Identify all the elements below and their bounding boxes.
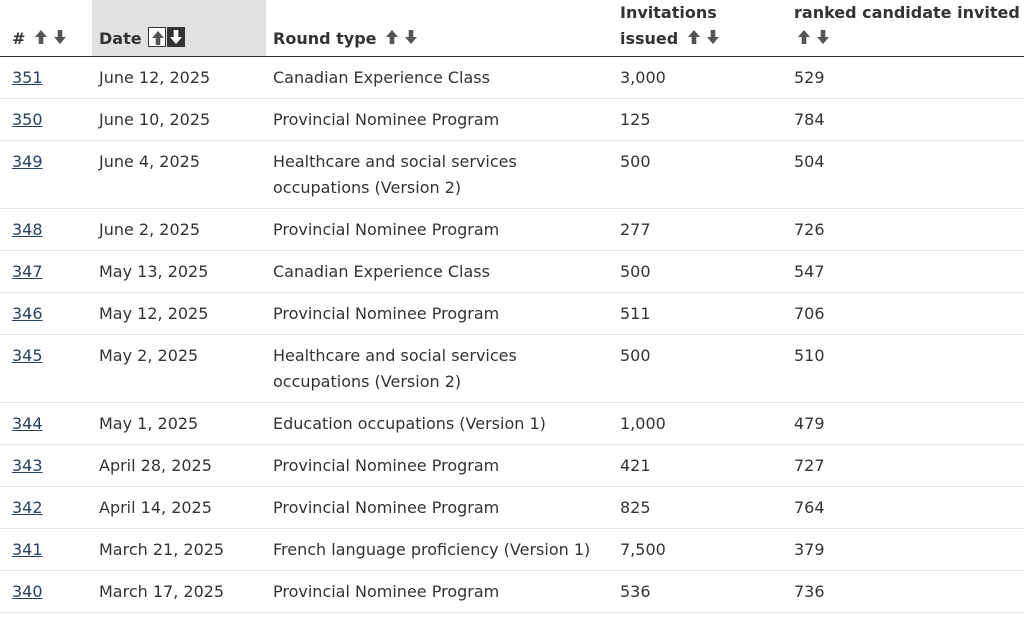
draw-number-link[interactable]: 350 bbox=[12, 110, 43, 129]
sort-descending-button[interactable] bbox=[704, 27, 722, 47]
invitations-issued-cell: 7,500 bbox=[613, 529, 787, 571]
invitations-issued-cell: 500 bbox=[613, 251, 787, 293]
arrow-up-icon bbox=[797, 29, 811, 45]
ranked-candidate-cell: 784 bbox=[787, 99, 1024, 141]
ranked-candidate-cell: 706 bbox=[787, 293, 1024, 335]
table-row bbox=[0, 445, 1024, 487]
draw-number-link[interactable]: 342 bbox=[12, 498, 43, 517]
draw-number-link[interactable]: 348 bbox=[12, 220, 43, 239]
draw-date-cell: April 14, 2025 bbox=[92, 487, 266, 529]
round-type-cell: Healthcare and social services occupations (Version 2) bbox=[266, 141, 613, 209]
draw-date-cell: May 13, 2025 bbox=[92, 251, 266, 293]
round-type-cell: Provincial Nominee Program bbox=[266, 209, 613, 251]
header-round-type bbox=[266, 0, 613, 57]
draw-date-cell: June 12, 2025 bbox=[92, 57, 266, 99]
invitations-issued-cell: 125 bbox=[613, 99, 787, 141]
round-type-cell: Provincial Nominee Program bbox=[266, 445, 613, 487]
draw-number-link[interactable]: 341 bbox=[12, 540, 43, 559]
draw-number-cell bbox=[0, 209, 92, 251]
table-row bbox=[0, 251, 1024, 293]
draw-number-cell bbox=[0, 251, 92, 293]
sort-ascending-button[interactable] bbox=[32, 27, 50, 47]
draw-date-cell: March 21, 2025 bbox=[92, 529, 266, 571]
arrow-down-icon bbox=[404, 29, 418, 45]
header-label: # bbox=[12, 29, 26, 48]
invitations-issued-cell: 277 bbox=[613, 209, 787, 251]
header-date bbox=[92, 0, 266, 57]
ranked-candidate-cell: 479 bbox=[787, 403, 1024, 445]
draw-number-link[interactable]: 347 bbox=[12, 262, 43, 281]
sort-descending-button[interactable] bbox=[402, 27, 420, 47]
header-invitations-issued bbox=[613, 0, 787, 57]
arrow-down-icon bbox=[706, 29, 720, 45]
sort-descending-button[interactable] bbox=[167, 27, 185, 47]
draw-number-link[interactable]: 345 bbox=[12, 346, 43, 365]
invitations-issued-cell: 421 bbox=[613, 445, 787, 487]
draw-number-link[interactable]: 344 bbox=[12, 414, 43, 433]
draw-date-cell: May 1, 2025 bbox=[92, 403, 266, 445]
arrow-up-icon bbox=[385, 29, 399, 45]
draw-number-cell bbox=[0, 529, 92, 571]
draw-date-cell: May 2, 2025 bbox=[92, 335, 266, 403]
ranked-candidate-cell: 529 bbox=[787, 57, 1024, 99]
invitations-issued-cell: 500 bbox=[613, 335, 787, 403]
sort-controls bbox=[382, 29, 420, 48]
sort-controls bbox=[794, 29, 832, 48]
round-type-cell: Provincial Nominee Program bbox=[266, 99, 613, 141]
round-type-cell: Canadian Experience Class bbox=[266, 251, 613, 293]
invitations-issued-cell: 3,000 bbox=[613, 57, 787, 99]
table-row bbox=[0, 209, 1024, 251]
invitations-issued-cell: 511 bbox=[613, 293, 787, 335]
arrow-down-icon bbox=[53, 29, 67, 45]
header-label: ranked candidate invited bbox=[794, 3, 1020, 22]
table-row bbox=[0, 293, 1024, 335]
ranked-candidate-cell: 764 bbox=[787, 487, 1024, 529]
ranked-candidate-cell: 510 bbox=[787, 335, 1024, 403]
invitations-issued-cell: 1,000 bbox=[613, 403, 787, 445]
sort-descending-button[interactable] bbox=[814, 27, 832, 47]
draw-number-cell bbox=[0, 571, 92, 613]
ranked-candidate-cell: 726 bbox=[787, 209, 1024, 251]
table-row bbox=[0, 529, 1024, 571]
draw-number-cell bbox=[0, 99, 92, 141]
table-row bbox=[0, 99, 1024, 141]
draw-number-link[interactable]: 340 bbox=[12, 582, 43, 601]
round-type-cell: Canadian Experience Class bbox=[266, 57, 613, 99]
invitations-issued-cell: 500 bbox=[613, 141, 787, 209]
arrow-up-icon bbox=[687, 29, 701, 45]
draw-number-cell bbox=[0, 487, 92, 529]
draw-date-cell: March 17, 2025 bbox=[92, 571, 266, 613]
table-row bbox=[0, 141, 1024, 209]
sort-descending-button[interactable] bbox=[51, 27, 69, 47]
draw-number-cell bbox=[0, 293, 92, 335]
header-number bbox=[0, 0, 92, 57]
sort-ascending-button[interactable] bbox=[685, 27, 703, 47]
table-row bbox=[0, 571, 1024, 613]
draw-date-cell: June 4, 2025 bbox=[92, 141, 266, 209]
draw-date-cell: June 2, 2025 bbox=[92, 209, 266, 251]
ranked-candidate-cell: 727 bbox=[787, 445, 1024, 487]
ranked-candidate-cell: 547 bbox=[787, 251, 1024, 293]
header-label: Date bbox=[99, 29, 142, 48]
draw-number-link[interactable]: 349 bbox=[12, 152, 43, 171]
draw-number-cell bbox=[0, 57, 92, 99]
sort-controls bbox=[147, 29, 185, 48]
arrow-down-icon bbox=[169, 29, 183, 45]
table-row bbox=[0, 57, 1024, 99]
ranked-candidate-cell: 504 bbox=[787, 141, 1024, 209]
sort-controls bbox=[684, 29, 722, 48]
draw-number-link[interactable]: 346 bbox=[12, 304, 43, 323]
arrow-down-icon bbox=[816, 29, 830, 45]
round-type-cell: Provincial Nominee Program bbox=[266, 571, 613, 613]
round-type-cell: French language proficiency (Version 1) bbox=[266, 529, 613, 571]
header-controls-line bbox=[620, 26, 787, 52]
draw-number-cell bbox=[0, 335, 92, 403]
draw-number-cell bbox=[0, 403, 92, 445]
round-type-cell: Education occupations (Version 1) bbox=[266, 403, 613, 445]
header-label-line-2: issued bbox=[620, 29, 679, 48]
table-row bbox=[0, 403, 1024, 445]
header-ranked-candidate bbox=[787, 0, 1024, 57]
header-label: Invitations bbox=[620, 3, 717, 22]
table-row bbox=[0, 487, 1024, 529]
table-header bbox=[0, 0, 1024, 57]
sort-ascending-button[interactable] bbox=[383, 27, 401, 47]
round-type-cell: Healthcare and social services occupations (Version 2) bbox=[266, 335, 613, 403]
sort-ascending-button[interactable] bbox=[148, 27, 166, 47]
table-body bbox=[0, 57, 1024, 613]
sort-ascending-button[interactable] bbox=[795, 27, 813, 47]
header-row bbox=[0, 0, 1024, 57]
draw-date-cell: June 10, 2025 bbox=[92, 99, 266, 141]
invitations-issued-cell: 536 bbox=[613, 571, 787, 613]
header-label: Round type bbox=[273, 29, 377, 48]
draw-number-cell bbox=[0, 141, 92, 209]
sort-controls bbox=[31, 29, 69, 48]
round-type-cell: Provincial Nominee Program bbox=[266, 293, 613, 335]
round-type-cell: Provincial Nominee Program bbox=[266, 487, 613, 529]
arrow-up-icon bbox=[151, 30, 165, 46]
draw-number-cell bbox=[0, 445, 92, 487]
arrow-up-icon bbox=[34, 29, 48, 45]
draw-number-link[interactable]: 351 bbox=[12, 68, 43, 87]
ranked-candidate-cell: 736 bbox=[787, 571, 1024, 613]
invitations-issued-cell: 825 bbox=[613, 487, 787, 529]
draw-date-cell: April 28, 2025 bbox=[92, 445, 266, 487]
header-controls-line bbox=[794, 26, 1024, 52]
ranked-candidate-cell: 379 bbox=[787, 529, 1024, 571]
draw-number-link[interactable]: 343 bbox=[12, 456, 43, 475]
table-row bbox=[0, 335, 1024, 403]
draw-date-cell: May 12, 2025 bbox=[92, 293, 266, 335]
